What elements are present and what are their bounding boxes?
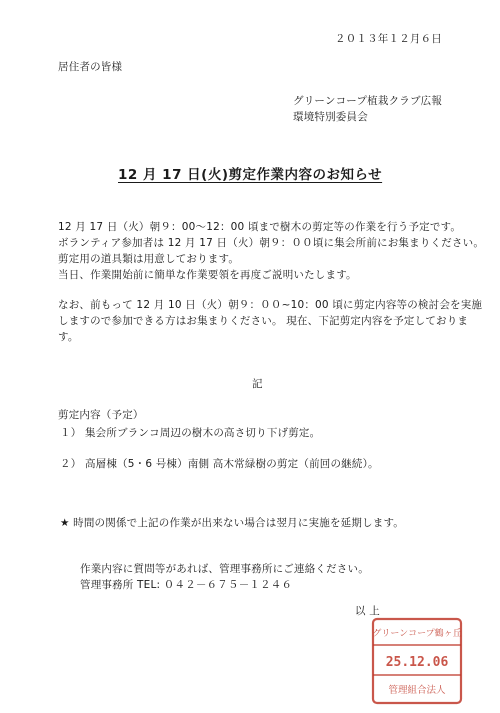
work-item: １） 集会所ブランコ周辺の樹木の高さ切り下げ剪定。 (60, 427, 321, 439)
stamp-org: グリーンコープ鶴ヶ丘 (372, 629, 462, 639)
stamp-office: 管理組合法人 (388, 685, 446, 696)
stamp-date: 25.12.06 (385, 655, 449, 670)
intro-line: 剪定用の道具類は用意しております。 (58, 253, 240, 265)
intro-line: 当日、作業開始前に簡単な作業要領を再度ご説明いたします。 (58, 269, 357, 281)
work-heading: 剪定内容（予定） (58, 409, 144, 421)
notice-line: なお、前もって 12 月 10 日（火）朝９：００~10：00 頃に剪定内容等の検討会を実施 (58, 299, 483, 311)
work-item: ２） 高層棟（5・6 号棟）南側 高木常緑樹の剪定（前回の継続）。 (60, 458, 379, 470)
notice-line: しますので参加できる方はお集まりください。 現在、下記剪定内容を予定しておりま (58, 315, 469, 327)
document-date: ２０１３年１２月６日 (335, 33, 442, 45)
sender-committee: 環境特別委員会 (293, 111, 368, 123)
ki-marker: 記 (252, 378, 263, 390)
date-stamp (371, 617, 463, 705)
document-title: 12 月 17 日(火)剪定作業内容のお知らせ (118, 167, 383, 183)
notice-line: す。 (58, 331, 79, 343)
closing-remark: 以 上 (355, 605, 380, 617)
intro-line: ボランティア参加者は 12 月 17 日（火）朝９：００頃に集会所前にお集まりください。 (58, 237, 485, 249)
office-phone: 管理事務所 TEL: ０４２－６７５－１２４６ (80, 579, 293, 591)
contact-line: 作業内容に質問等があれば、管理事務所にご連絡ください。 (80, 563, 369, 575)
addressee: 居住者の皆様 (58, 61, 123, 73)
intro-line: 12 月 17 日（火）朝９：00～12：00 頃まで樹木の剪定等の作業を行う予定です。 (58, 221, 462, 233)
postpone-note: ★ 時間の関係で上記の作業が出来ない場合は翌月に実施を延期します。 (60, 517, 405, 529)
sender-organization: グリーンコープ植栽クラブ広報 (293, 95, 443, 107)
